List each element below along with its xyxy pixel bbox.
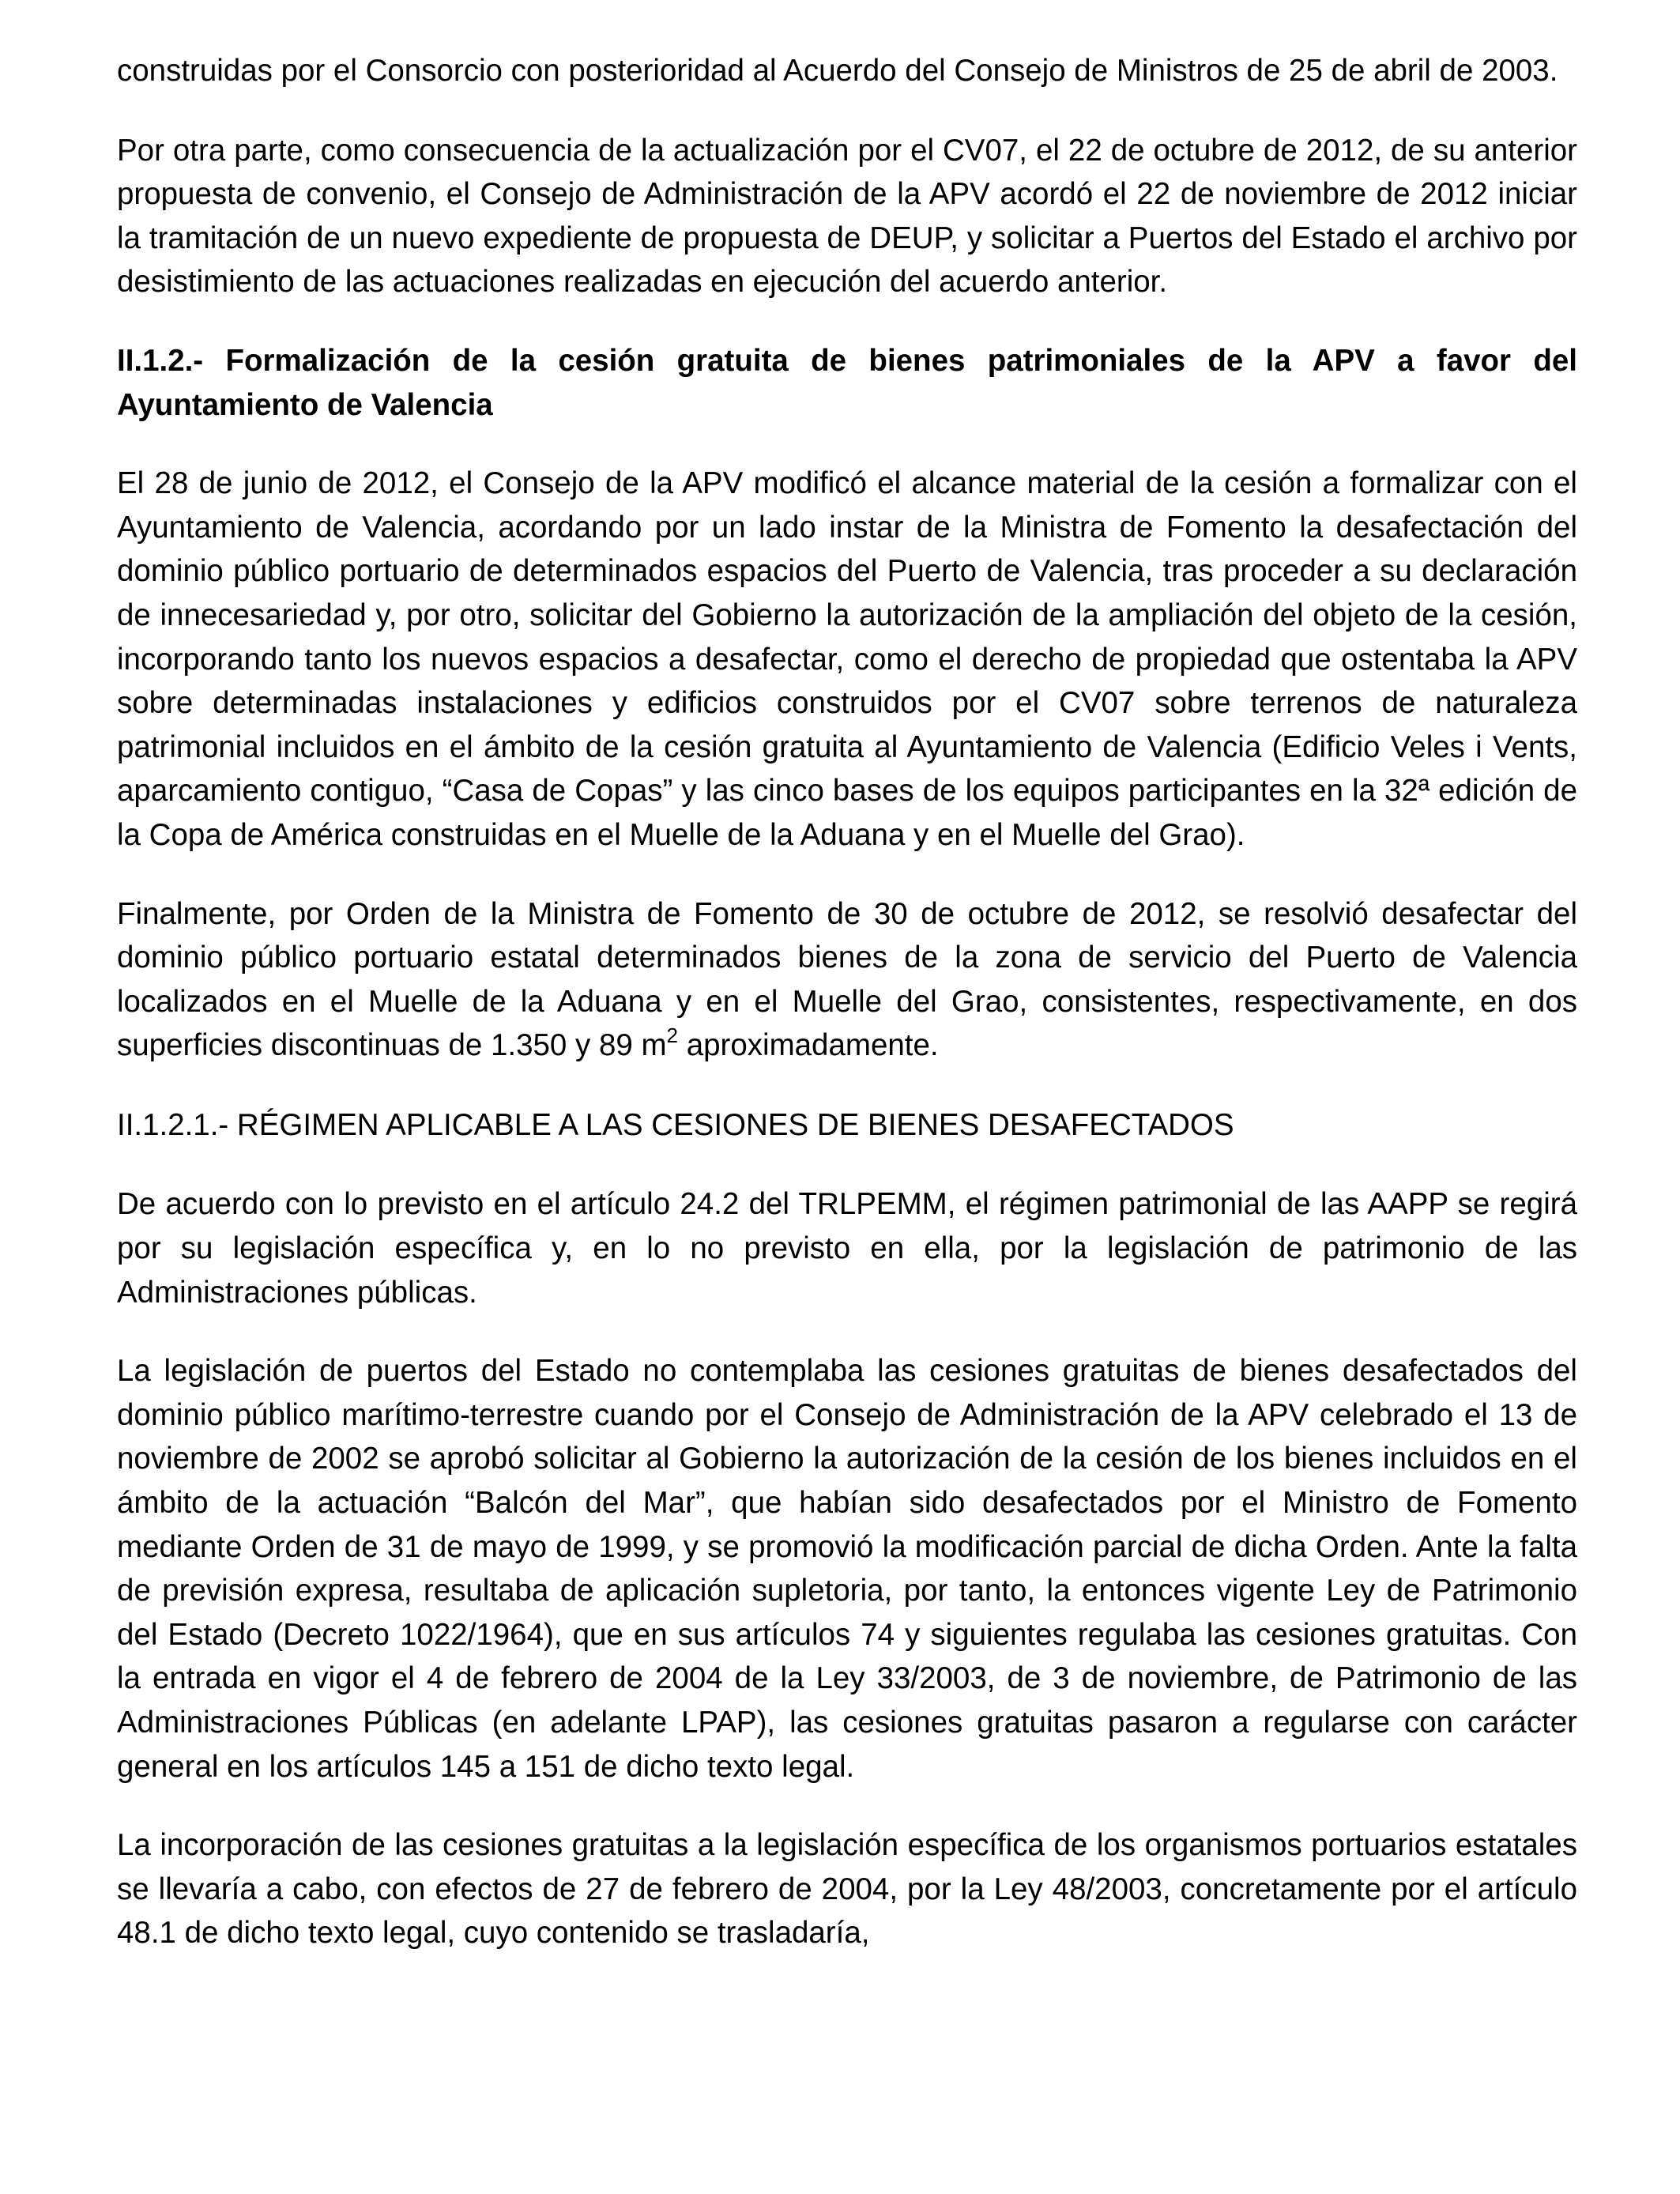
paragraph-trlpemm-regime: De acuerdo con lo previsto en el artículo 24.2 del TRLPEMM, el régimen patrimonial de las AAPP se regirá por su legislación específica y, en lo no previsto en ella, por la legislación de patrimonio de las Administraciones públicas. bbox=[117, 1187, 1577, 1310]
paragraph-law-48-2003: La incorporación de las cesiones gratuitas a la legislación específica de los organismos portuarios estatales se llevaría a cabo, con efectos de 27 de febrero de 2004, por la Ley 48/2003, concretamente por el artículo 48.1 de dicho texto legal, cuyo contenido se trasladaría, bbox=[117, 1828, 1577, 1951]
paragraph-port-legislation: La legislación de puertos del Estado no contemplaba las cesiones gratuitas de bienes desafectados del dominio público marítimo-terrestre cuando por el Consejo de Administración de la APV celebrado el 13 de noviembre de 2002 se aprobó solicitar al Gobierno la autorización de la cesión de los bienes incluidos en el ámbito de la actuación “Balcón del Mar”, que habían sido desafectados por el Ministro de Fomento mediante Orden de 31 de mayo de 1999, y se promovió la modificación parcial de dicha Orden. Ante la falta de previsión expresa, resultaba de aplicación supletoria, por tanto, la entonces vigente Ley de Patrimonio del Estado (Decreto 1022/1964), que en sus artículos 74 y siguientes regulaba las cesiones gratuitas. Con la entrada en vigor el 4 de febrero de 2004 de la Ley 33/2003, de 3 de noviembre, de Patrimonio de las Administraciones Públicas (en adelante LPAP), las cesiones gratuitas pasaron a regularse con carácter general en los artículos 145 a 151 de dicho texto legal. bbox=[117, 1354, 1577, 1784]
paragraph-ministerial-order bbox=[117, 892, 1577, 1068]
square-meter-superscript: 2 bbox=[666, 1023, 679, 1048]
paragraph-cv07-update: Por otra parte, como consecuencia de la actualización por el CV07, el 22 de octubre de 2012, de su anterior propuesta de convenio, el Consejo de Administración de la APV acordó el 22 de noviembre de 2012 iniciar la tramitación de un nuevo expediente de propuesta de DEUP, y solicitar a Puertos del Estado el archivo por desistimiento de las actuaciones realizadas en ejecución del acuerdo anterior. bbox=[117, 133, 1577, 300]
section-heading-ii-1-2: II.1.2.- Formalización de la cesión gratuita de bienes patrimoniales de la APV a favor del Ayuntamiento de Valencia bbox=[117, 343, 1577, 422]
paragraph-ministerial-order-text: Finalmente, por Orden de la Ministra de Fomento de 30 de octubre de 2012, se resolvió desafectar del dominio público portuario estatal determinados bienes de la zona de servicio del Puerto de Valencia localizados en el Muelle de la Aduana y en el Muelle del Grao, consistentes, respectivamente, en dos superficies discontinuas de 1.350 y 89 m bbox=[117, 896, 1577, 1063]
paragraph-intro-continuation: construidas por el Consorcio con posterioridad al Acuerdo del Consejo de Ministros de 25 de abril de 2003. bbox=[117, 54, 1558, 88]
paragraph-june-2012-agreement: El 28 de junio de 2012, el Consejo de la APV modificó el alcance material de la cesión a formalizar con el Ayuntamiento de Valencia, acordando por un lado instar de la Ministra de Fomento la desafectación del dominio público portuario de determinados espacios del Puerto de Valencia, tras proceder a su declaración de innecesariedad y, por otro, solicitar del Gobierno la autorización de la ampliación del objeto de la cesión, incorporando tanto los nuevos espacios a desafectar, como el derecho de propiedad que ostentaba la APV sobre determinadas instalaciones y edificios construidos por el CV07 sobre terrenos de naturaleza patrimonial incluidos en el ámbito de la cesión gratuita al Ayuntamiento de Valencia (Edificio Veles i Vents, aparcamiento contiguo, “Casa de Copas” y las cinco bases de los equipos participantes en la 32ª edición de la Copa de América construidas en el Muelle de la Aduana y en el Muelle del Grao). bbox=[117, 466, 1577, 852]
subsection-heading-ii-1-2-1: II.1.2.1.- RÉGIMEN APLICABLE A LAS CESIONES DE BIENES DESAFECTADOS bbox=[117, 1107, 1234, 1142]
paragraph-ministerial-order-tail: aproximadamente. bbox=[678, 1028, 939, 1063]
document-page bbox=[117, 49, 1577, 1955]
